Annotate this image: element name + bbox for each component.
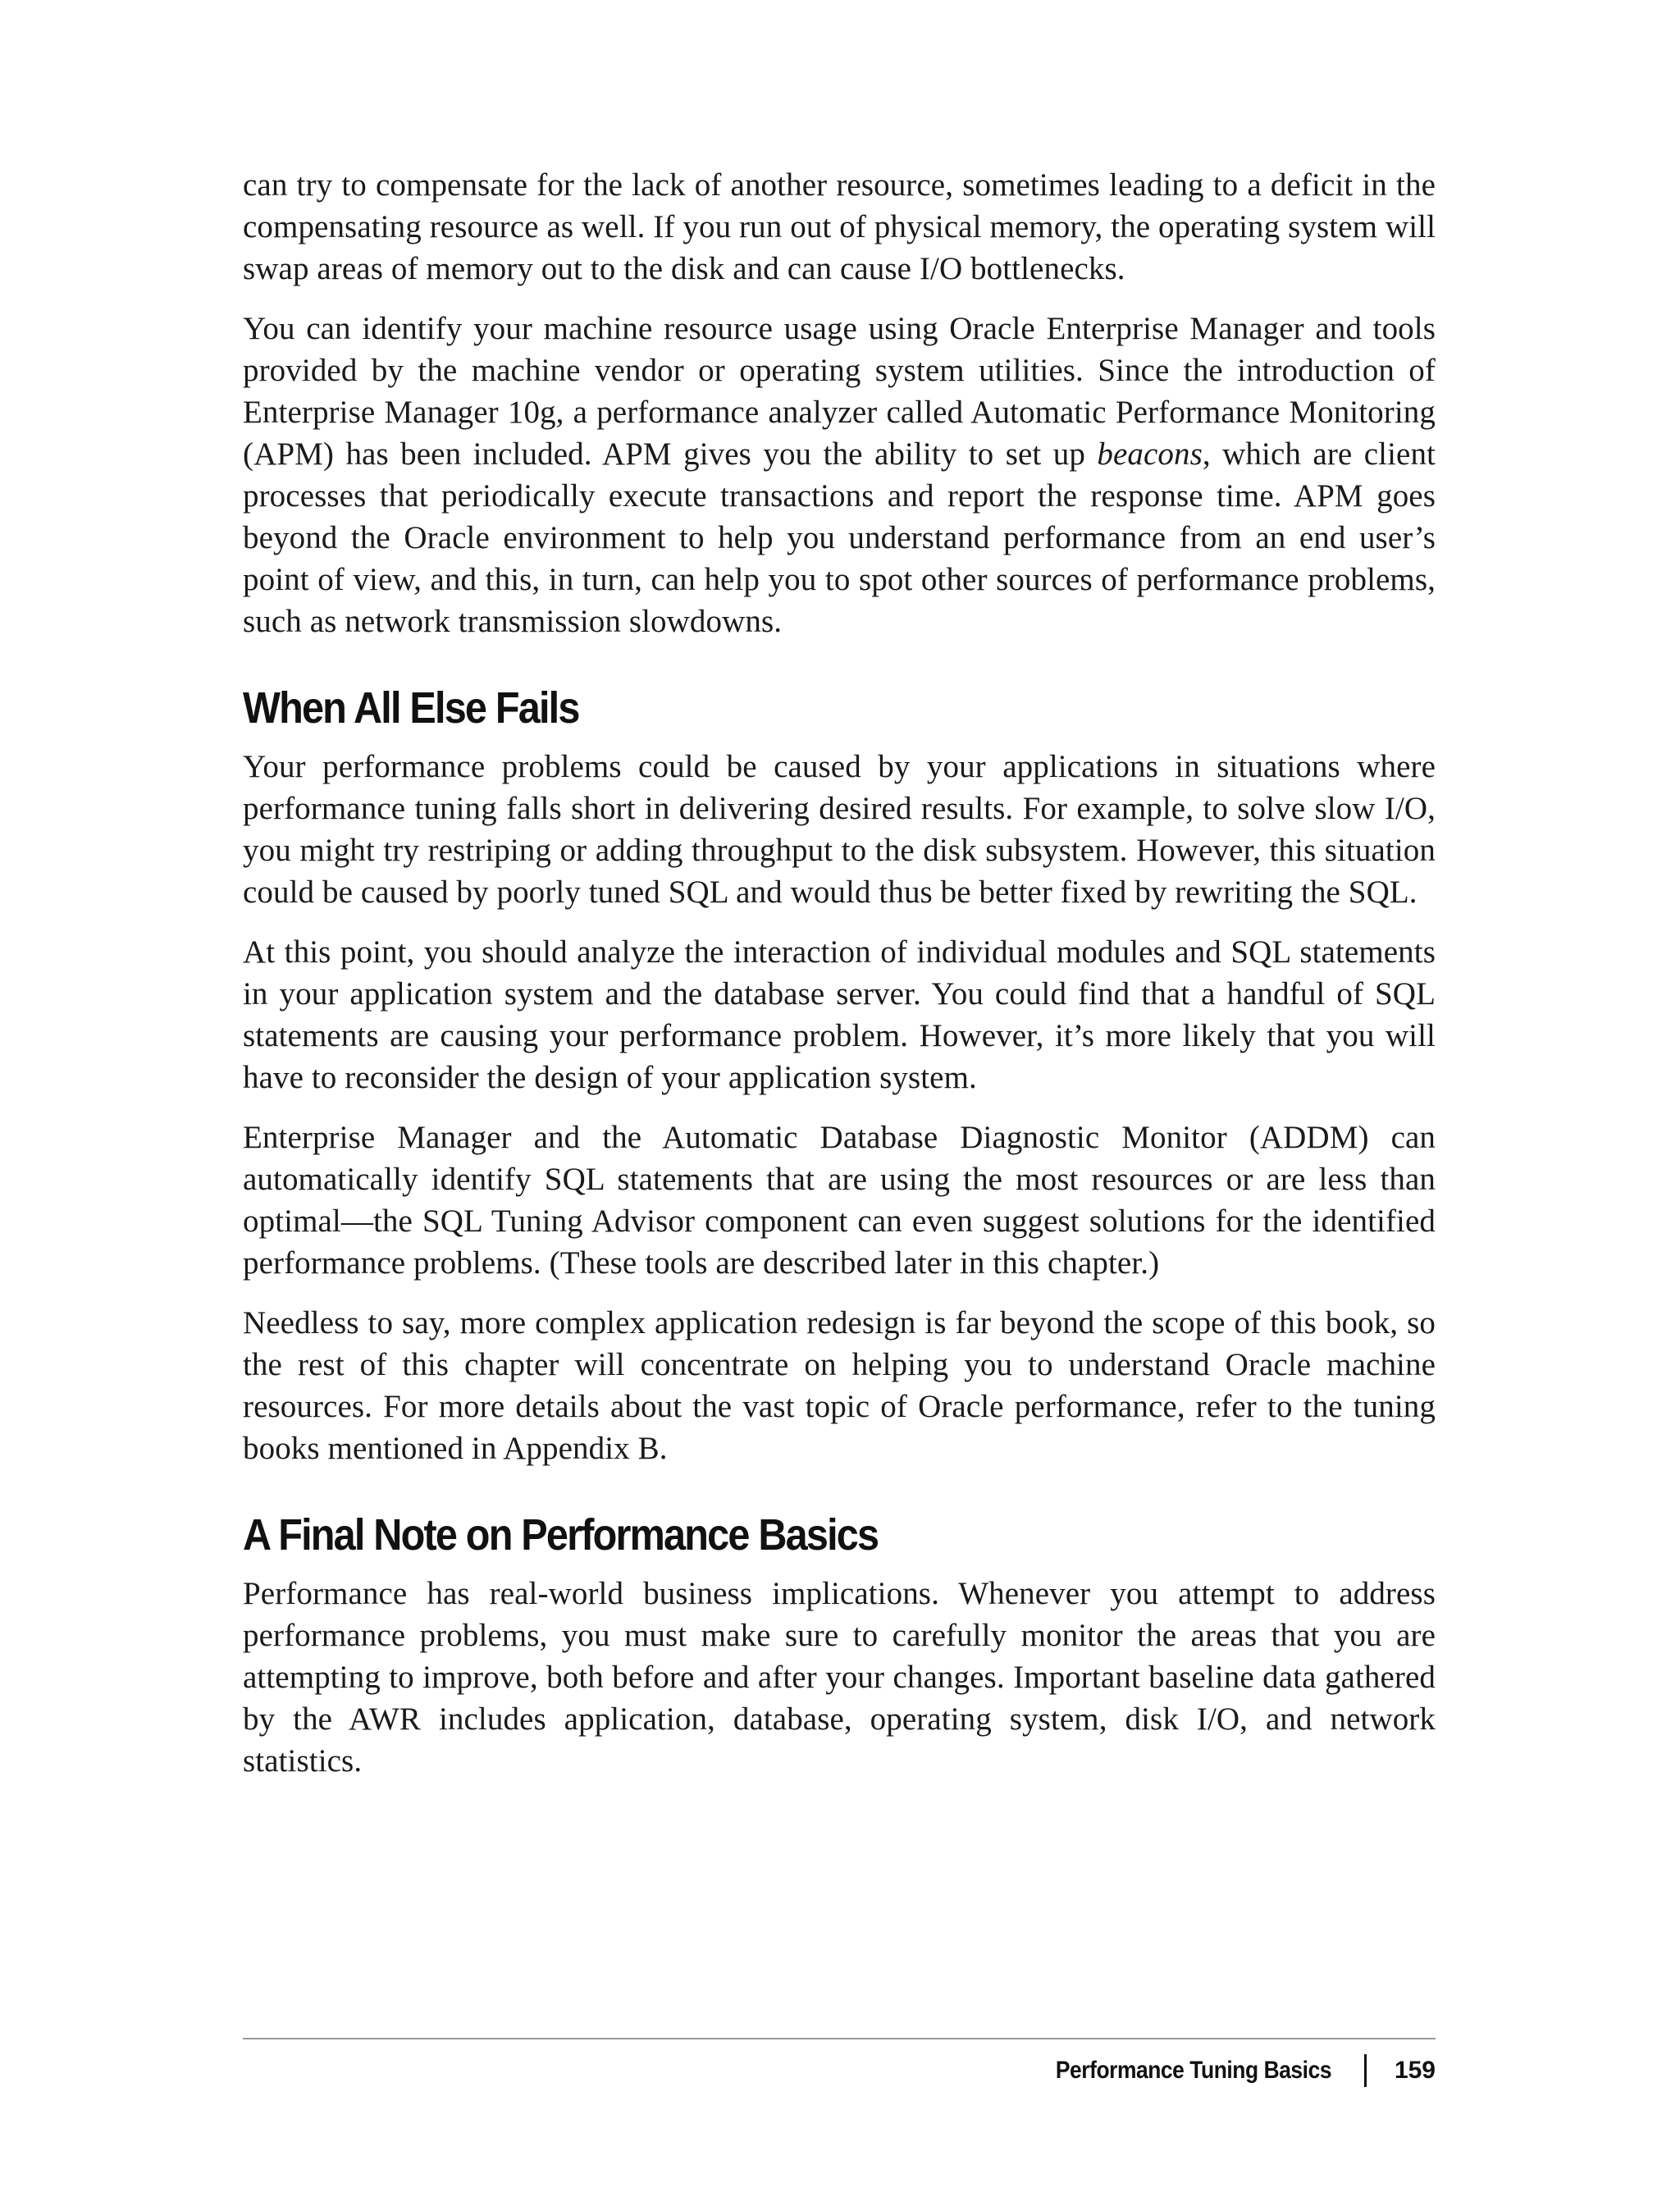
section-heading-when-all-else-fails: When All Else Fails	[243, 683, 579, 733]
footer-separator	[1364, 2054, 1367, 2087]
footer-divider	[243, 2038, 1436, 2039]
section-heading-final-note: A Final Note on Performance Basics	[243, 1510, 879, 1560]
page-number: 159	[1394, 2057, 1436, 2084]
paragraph-resource-compensation: can try to compensate for the lack of another resource, sometimes leading to a deficit in the compensating resource as well. If you run out of physical memory, the operating system will swap areas of memory out to the disk and can cause I/O bottlenecks.	[243, 167, 1436, 286]
paragraph-text: You can identify your machine resource usage using Oracle Enterprise Manager and tools provided by the machine vendor or operating system utilities. Since the introduction of Enterprise Manager 10g, a performance analyzer called Automatic Performance Monitoring (APM) has been included. APM gives you the ability to set up	[243, 311, 1436, 472]
paragraph-analyze-interaction: At this point, you should analyze the interaction of individual modules and SQL statements in your application system and the database server. You could find that a handful of SQL statements are causing your performance problem. However, it’s more likely that you will have to reconsider the design of your application system.	[243, 934, 1436, 1095]
emphasis-beacons: beacons	[1097, 436, 1203, 472]
paragraph-application-causes: Your performance problems could be caused by your applications in situations where performance tuning falls short in delivering desired results. For example, to solve slow I/O, you might try restriping or adding throughput to the disk subsystem. However, this situation could be caused by poorly tuned SQL and would thus be better fixed by rewriting the SQL.	[243, 749, 1436, 910]
paragraph-redesign-scope: Needless to say, more complex application redesign is far beyond the scope of this book, so the rest of this chapter will concentrate on helping you to understand Oracle machine resources. For more details about the vast topic of Oracle performance, refer to the tuning books mentioned in Appendix B.	[243, 1305, 1436, 1466]
paragraph-resource-usage	[243, 308, 1436, 642]
paragraph-business-implications: Performance has real-world business implications. Whenever you attempt to address performance problems, you must make sure to carefully monitor the areas that you are attempting to improve, both before and after your changes. Important baseline data gathered by the AWR includes application, database, operating system, disk I/O, and network statistics.	[243, 1576, 1436, 1779]
paragraph-text: , which are client processes that periodically execute transactions and report the response time. APM goes beyond the Oracle environment to help you understand performance from an end user’s point of view, and this, in turn, can help you to spot other sources of performance problems, such as network transmission slowdowns.	[243, 436, 1436, 639]
running-footer-title: Performance Tuning Basics	[1055, 2057, 1331, 2084]
page-body	[243, 164, 1436, 1800]
page-footer	[1018, 2054, 1436, 2087]
paragraph-addm: Enterprise Manager and the Automatic Database Diagnostic Monitor (ADDM) can automatically identify SQL statements that are using the most resources or are less than optimal—the SQL Tuning Advisor component can even suggest solutions for the identified performance problems. (These tools are described later in this chapter.)	[243, 1120, 1436, 1281]
